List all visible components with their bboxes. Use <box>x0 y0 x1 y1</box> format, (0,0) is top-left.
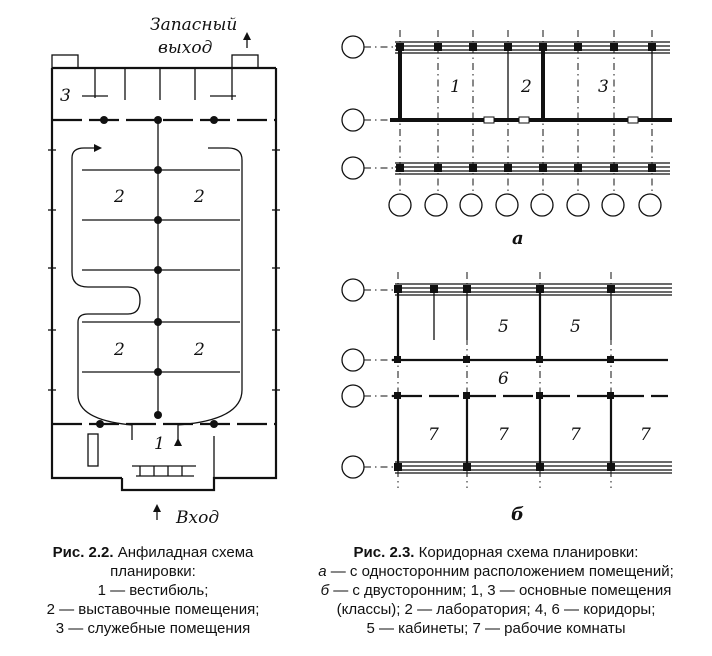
room-label-a3: 3 <box>598 77 609 97</box>
figure-label-a: а <box>512 228 524 249</box>
fig23b-plan <box>342 272 672 525</box>
caption-fig22 <box>22 543 284 638</box>
vestibule <box>88 434 214 478</box>
caption-fig23-title: Рис. 2.3. <box>353 544 415 561</box>
caption-fig23-em: а <box>318 563 327 580</box>
caption-fig22-line: 1 — вестибюль; <box>97 582 209 599</box>
room-label-b7: 7 <box>428 425 439 445</box>
visitor-route <box>72 148 242 440</box>
caption-fig23-em: б <box>320 582 330 599</box>
caption-fig22-line: 3 — служебные помещения <box>55 620 251 637</box>
room-label-b7: 7 <box>640 425 651 445</box>
room-label-b5: 5 <box>570 317 581 337</box>
corridor-label-b6: 6 <box>498 369 509 389</box>
caption-fig23-line: Коридорная схема планировки: <box>418 544 639 561</box>
entrance-label: Вход <box>176 508 220 528</box>
room-label-b7: 7 <box>570 425 581 445</box>
axis-bubble <box>342 36 364 58</box>
room-label-exhibit: 2 <box>114 187 125 207</box>
caption-fig22-line: планировки: <box>110 563 196 580</box>
exit-label-line2: выход <box>158 38 213 58</box>
caption-fig22-line: 2 — выставочные помещения; <box>46 601 260 618</box>
room-label-a2: 2 <box>521 77 532 97</box>
room-label-exhibit: 2 <box>194 340 205 360</box>
caption-fig23-line: (классы); 2 — лаборатория; 4, 6 — коридоры; <box>336 601 656 618</box>
caption-fig22-line: Анфиладная схема <box>117 544 254 561</box>
service-partitions <box>52 68 276 120</box>
caption-fig23-line: — с односторонним расположением помещений; <box>330 563 674 580</box>
room-label-a1: 1 <box>450 77 461 97</box>
fig23a-plan <box>342 30 672 249</box>
axis-bubble <box>342 109 364 131</box>
room-label-vestibule: 1 <box>154 434 165 454</box>
room-label-exhibit: 2 <box>194 187 205 207</box>
room-label-exhibit: 2 <box>114 340 125 360</box>
exit-label-line1: Запасный <box>150 15 238 35</box>
room-label-b7: 7 <box>498 425 509 445</box>
caption-fig23-line: 5 — кабинеты; 7 — рабочие комнаты <box>366 620 626 637</box>
room-label-service: 3 <box>60 86 71 106</box>
fig22-plan <box>48 15 280 528</box>
caption-fig22-title: Рис. 2.2. <box>52 544 114 561</box>
figure-label-b: б <box>511 504 524 525</box>
caption-fig23-line: — с двусторонним; 1, 3 — основные помещения <box>333 582 672 599</box>
caption-fig23 <box>290 543 702 638</box>
room-label-b5: 5 <box>498 317 509 337</box>
axis-bubble <box>342 157 364 179</box>
central-columns <box>96 116 218 428</box>
